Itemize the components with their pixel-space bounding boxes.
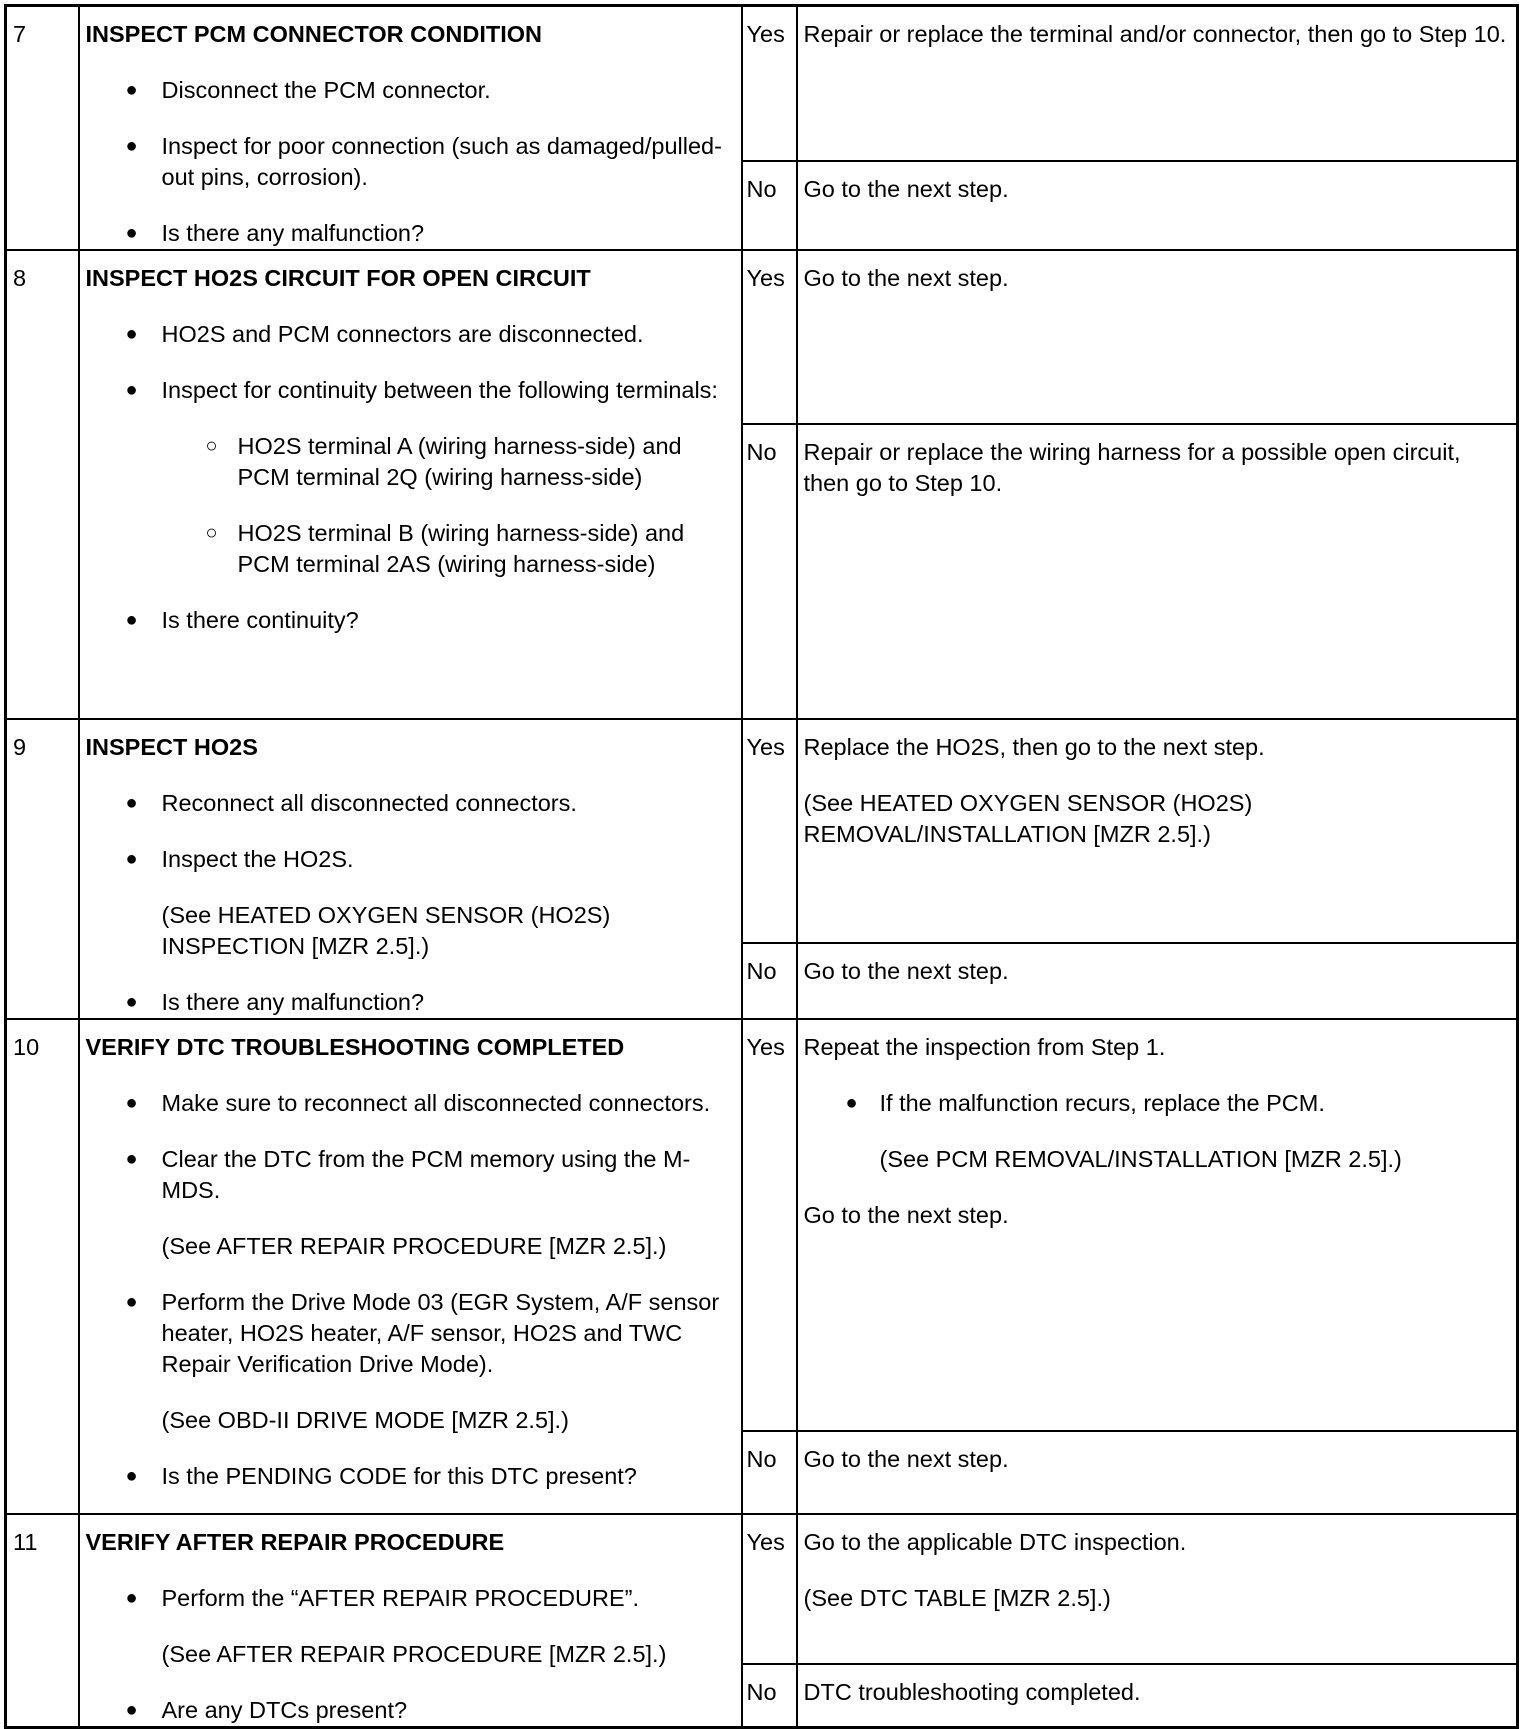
yes-result-text: Replace the HO2S, then go to the next step. <box>803 734 1265 760</box>
step-title: INSPECT HO2S <box>85 734 258 760</box>
yes-result-text: Go to the next step. <box>803 265 1009 291</box>
no-result <box>797 1664 1518 1728</box>
no-label: No <box>742 1431 797 1514</box>
no-label: No <box>742 161 797 250</box>
yes-result <box>797 1514 1518 1664</box>
no-result-text: Go to the next step. <box>803 175 1009 202</box>
action-item: ● Is there any malfunction? <box>86 987 733 1018</box>
yes-label: Yes <box>742 6 797 161</box>
yes-result-text: Go to the applicable DTC inspection. <box>803 1529 1187 1555</box>
action-item: ● HO2S and PCM connectors are disconnected. <box>86 319 733 350</box>
yes-result-text: Repeat the inspection from Step 1. <box>803 1034 1166 1060</box>
step-title: VERIFY AFTER REPAIR PROCEDURE <box>85 1529 505 1555</box>
no-label: No <box>742 424 797 719</box>
yes-label: Yes <box>742 719 797 943</box>
step-row-10 <box>6 1019 1518 1431</box>
yes-result-note: (See DTC TABLE [MZR 2.5].) <box>803 1585 1111 1611</box>
yes-result-note: (See PCM REMOVAL/INSTALLATION [MZR 2.5].) <box>879 1146 1402 1172</box>
action-item: ● Perform the “AFTER REPAIR PROCEDURE”. <box>86 1583 733 1614</box>
action-item: ● Perform the Drive Mode 03 (EGR System, A/F sensor heater, HO2S heater, A/F sensor, HO2S and TWC Repair Verification Drive Mode). <box>86 1287 733 1380</box>
action-item: ● Is the PENDING CODE for this DTC present? <box>86 1461 733 1492</box>
action-item: ● Make sure to reconnect all disconnected connectors. <box>86 1088 733 1119</box>
sub-action-item: ○ HO2S terminal A (wiring harness-side) and PCM terminal 2Q (wiring harness-side) <box>86 431 733 493</box>
no-result <box>797 1431 1518 1514</box>
action-item: ● Are any DTCs present? <box>86 1695 733 1726</box>
step-number: 9 <box>6 719 79 1019</box>
step-number: 7 <box>6 6 79 251</box>
step-actions <box>79 719 742 1019</box>
yes-label: Yes <box>742 1019 797 1431</box>
action-item: ● Inspect the HO2S. <box>86 844 733 875</box>
step-title: INSPECT PCM CONNECTOR CONDITION <box>85 21 543 47</box>
no-result-text: Go to the next step. <box>803 1446 1009 1472</box>
action-note: (See AFTER REPAIR PROCEDURE [MZR 2.5].) <box>161 1641 667 1667</box>
step-title: VERIFY DTC TROUBLESHOOTING COMPLETED <box>85 1034 625 1060</box>
yes-result-after: Go to the next step. <box>803 1202 1009 1228</box>
yes-result <box>797 719 1518 943</box>
action-item: ● Reconnect all disconnected connectors. <box>86 788 733 819</box>
step-actions <box>79 6 742 251</box>
step-row-7 <box>6 6 1518 161</box>
step-row-8 <box>6 250 1518 424</box>
action-item: ● Clear the DTC from the PCM memory using the M-MDS. <box>86 1144 733 1206</box>
step-actions <box>79 1019 742 1514</box>
step-row-11 <box>6 1514 1518 1664</box>
no-result <box>797 943 1518 1019</box>
yes-result <box>797 6 1518 161</box>
yes-label: Yes <box>742 1514 797 1664</box>
yes-result-bullet: ● If the malfunction recurs, replace the PCM. <box>804 1088 1509 1119</box>
step-row-9 <box>6 719 1518 943</box>
action-note: (See AFTER REPAIR PROCEDURE [MZR 2.5].) <box>161 1233 667 1259</box>
action-note: (See OBD-II DRIVE MODE [MZR 2.5].) <box>161 1407 569 1433</box>
no-result <box>797 424 1518 719</box>
yes-result <box>797 1019 1518 1431</box>
no-result-text: Repair or replace the wiring harness for a possible open circuit, then go to Step 10. <box>803 439 1461 496</box>
yes-label: Yes <box>742 250 797 424</box>
action-item: ● Inspect for continuity between the following terminals: <box>86 375 733 406</box>
action-item: ● Inspect for poor connection (such as damaged/pulled-out pins, corrosion). <box>86 131 733 193</box>
yes-result <box>797 250 1518 424</box>
diagnostic-procedure-table <box>4 4 1519 1729</box>
step-number: 11 <box>6 1514 79 1728</box>
yes-result-note: (See HEATED OXYGEN SENSOR (HO2S) REMOVAL/INSTALLATION [MZR 2.5].) <box>803 790 1253 847</box>
yes-result-text: Repair or replace the terminal and/or connector, then go to Step 10. <box>803 21 1507 47</box>
no-label: No <box>742 943 797 1019</box>
step-actions <box>79 250 742 719</box>
no-result-text: DTC troubleshooting completed. <box>803 1678 1141 1705</box>
action-item: ● Disconnect the PCM connector. <box>86 75 733 106</box>
step-title: INSPECT HO2S CIRCUIT FOR OPEN CIRCUIT <box>85 265 591 291</box>
step-actions <box>79 1514 742 1728</box>
action-item: ● Is there any malfunction? <box>86 218 733 249</box>
no-result-text: Go to the next step. <box>803 958 1009 985</box>
step-number: 10 <box>6 1019 79 1514</box>
step-number: 8 <box>6 250 79 719</box>
action-note: (See HEATED OXYGEN SENSOR (HO2S) INSPECTION [MZR 2.5].) <box>161 902 611 959</box>
sub-action-item: ○ HO2S terminal B (wiring harness-side) and PCM terminal 2AS (wiring harness-side) <box>86 518 733 580</box>
action-item: ● Is there continuity? <box>86 605 733 636</box>
no-label: No <box>742 1664 797 1728</box>
no-result <box>797 161 1518 250</box>
